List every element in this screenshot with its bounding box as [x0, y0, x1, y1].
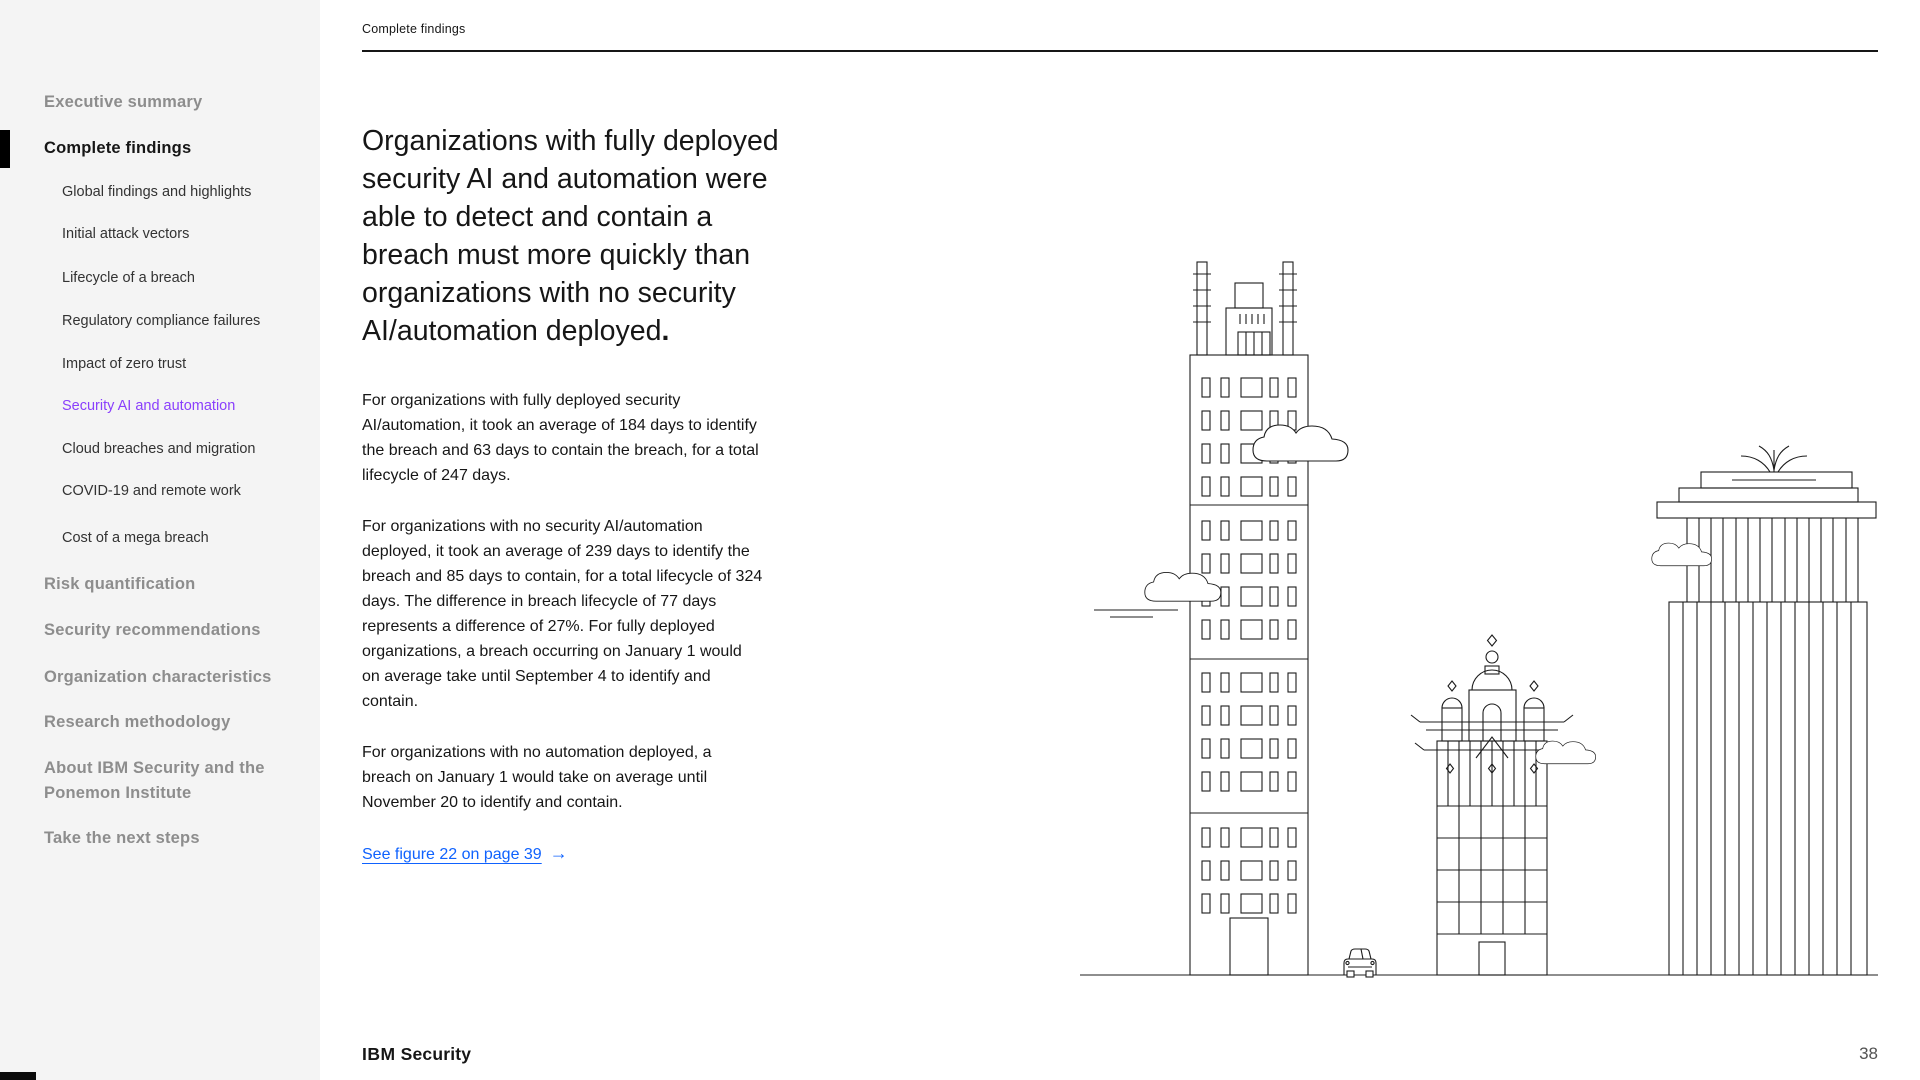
sidebar-item-take-next-steps[interactable]: Take the next steps: [44, 829, 200, 847]
sidebar: [0, 0, 320, 1080]
sidebar-item-initial-attack-vectors[interactable]: Initial attack vectors: [62, 226, 190, 242]
building-middle-tower: [1411, 635, 1573, 975]
city-skyline-illustration: [1080, 250, 1880, 980]
sidebar-item-impact-of-zero-trust[interactable]: Impact of zero trust: [62, 356, 187, 372]
sidebar-item-research-methodology[interactable]: Research methodology: [44, 713, 231, 731]
cloud-speed-lines: [1094, 610, 1178, 617]
building-right-tower: [1657, 446, 1876, 975]
page-number: 38: [1859, 1044, 1878, 1063]
paragraph: For organizations with no security AI/automation deployed, it took an average of 239 days to identify the breach and 85 days to contain, for a total lifecycle of 324 days. The difference in breach lifecycle of 77 days represents a difference of 27%. For fully deployed organizations, a breach occurring on January 1 would on average take until September 4 to identify and contain.: [362, 518, 763, 710]
paragraph: For organizations with no automation deployed, a breach on January 1 would take on average until November 20 to identify and contain.: [362, 744, 712, 811]
building-left-tower: [1190, 262, 1308, 975]
sidebar-item-risk-quantification[interactable]: Risk quantification: [44, 575, 196, 593]
cloud-icon: [1652, 543, 1712, 566]
sidebar-item-security-ai-automation[interactable]: Security AI and automation: [62, 398, 236, 414]
header-rule: [362, 50, 1878, 52]
headline-line: Organizations with fully deployed: [362, 125, 779, 157]
see-figure-link-text: See figure 22 on page 39: [362, 846, 542, 863]
sidebar-item-cost-of-mega-breach[interactable]: Cost of a mega breach: [62, 530, 209, 546]
car: [1344, 949, 1376, 977]
sidebar-item-organization-characteristics[interactable]: Organization characteristics: [44, 668, 272, 686]
page-title: [362, 122, 779, 350]
headline-line: able to detect and contain a: [362, 201, 713, 233]
see-figure-link[interactable]: [362, 841, 568, 867]
active-section-indicator: [0, 130, 10, 168]
cloud-icon: [1253, 425, 1348, 461]
right-arrow-icon: →: [549, 843, 568, 863]
page-bottom-accent: [0, 1072, 36, 1080]
cloud-icon: [1145, 572, 1221, 601]
sidebar-item-about-ibm-ponemon[interactable]: About IBM Security and the Ponemon Institute: [44, 759, 265, 802]
paragraph: For organizations with fully deployed security AI/automation, it took an average of 184 days to identify the breach and 63 days to contain the breach, for a total lifecycle of 247 days.: [362, 392, 759, 484]
cloud-icon: [1536, 741, 1596, 764]
brand-lockup: [362, 1044, 471, 1065]
section-label: Complete findings: [362, 22, 466, 36]
sidebar-item-lifecycle-of-a-breach[interactable]: Lifecycle of a breach: [62, 270, 195, 286]
sidebar-item-covid19-remote-work[interactable]: COVID-19 and remote work: [62, 483, 241, 499]
headline-line: security AI and automation were: [362, 163, 768, 195]
brand-product-name: Security: [400, 1044, 472, 1064]
ibm-logo: IBM: [362, 1044, 396, 1064]
headline-line: breach must more quickly than: [362, 239, 751, 271]
headline-line: organizations with no security: [362, 277, 736, 309]
headline-line: AI/automation deployed.: [362, 315, 670, 347]
sidebar-item-security-recommendations[interactable]: Security recommendations: [44, 621, 261, 639]
sidebar-item-global-findings[interactable]: Global findings and highlights: [62, 184, 252, 200]
sidebar-item-complete-findings[interactable]: Complete findings: [44, 139, 192, 157]
sidebar-item-cloud-breaches[interactable]: Cloud breaches and migration: [62, 441, 256, 457]
body-copy: [362, 388, 764, 867]
sidebar-item-regulatory-compliance[interactable]: Regulatory compliance failures: [62, 313, 261, 329]
sidebar-item-executive-summary[interactable]: Executive summary: [44, 93, 203, 111]
